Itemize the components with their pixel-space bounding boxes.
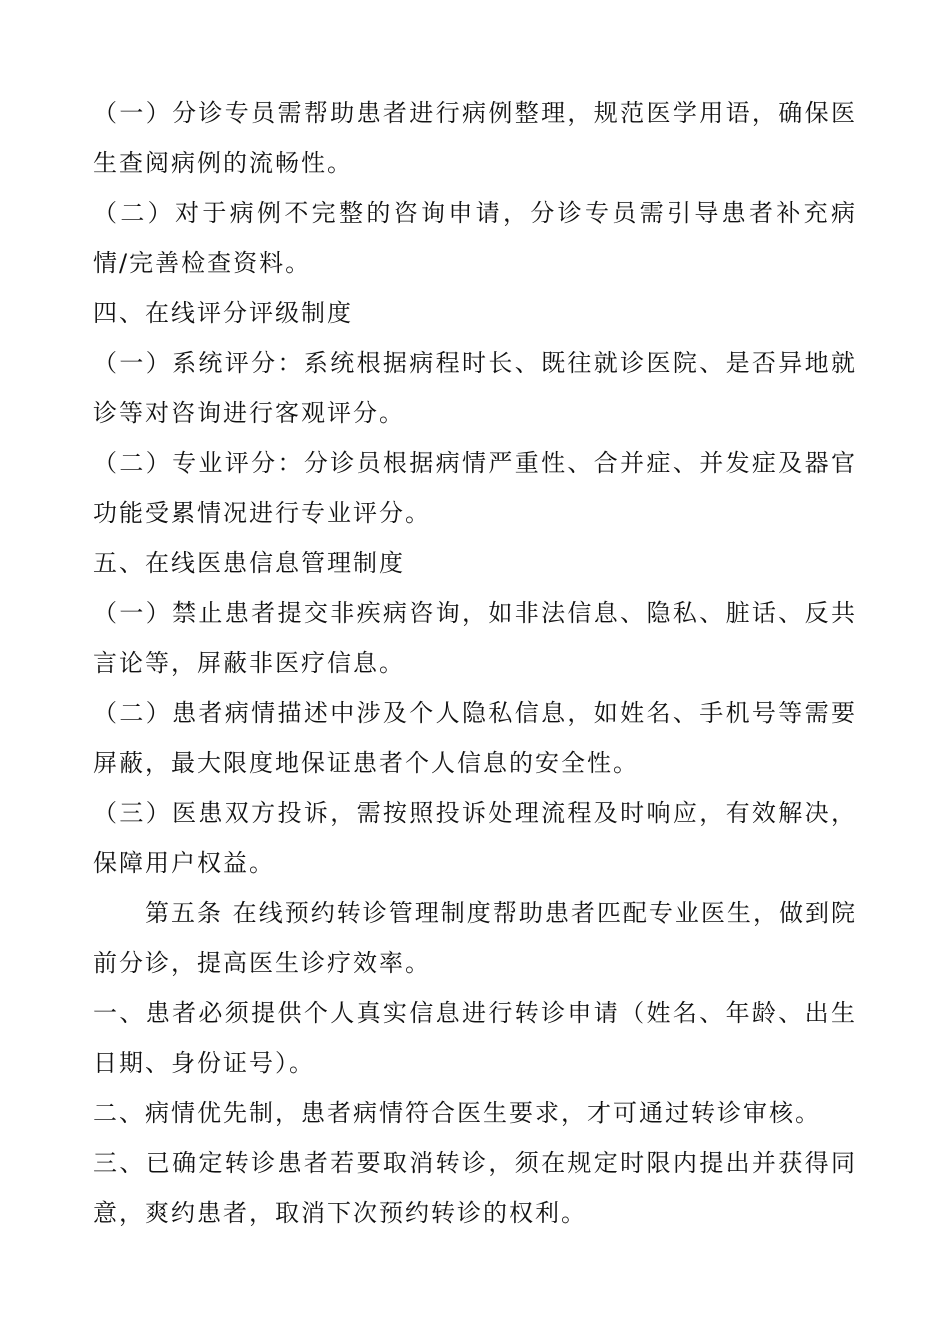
article-5-item-2: 二、病情优先制，患者病情符合医生要求，才可通过转诊审核。 [93, 1099, 821, 1127]
paragraph-4-1: （一）系统评分：系统根据病程时长、既往就诊医院、是否异地就诊等对咨询进行客观评分。 [93, 349, 857, 427]
section-heading-5: 五、在线医患信息管理制度 [93, 549, 405, 577]
section-heading-4: 四、在线评分评级制度 [93, 299, 353, 327]
article-5-item-1: 一、患者必须提供个人真实信息进行转诊申请（姓名、年龄、出生日期、身份证号）。 [93, 999, 857, 1077]
paragraph-1-2: （二）对于病例不完整的咨询申请，分诊专员需引导患者补充病情/完善检查资料。 [93, 199, 857, 277]
paragraph-5-1: （一）禁止患者提交非疾病咨询，如非法信息、隐私、脏话、反共言论等，屏蔽非医疗信息。 [93, 599, 857, 677]
paragraph-4-2: （二）专业评分：分诊员根据病情严重性、合并症、并发症及器官功能受累情况进行专业评分。 [93, 449, 857, 527]
paragraph-5-2: （二）患者病情描述中涉及个人隐私信息，如姓名、手机号等需要屏蔽，最大限度地保证患者个人信息的安全性。 [93, 699, 857, 777]
article-5-item-3: 三、已确定转诊患者若要取消转诊，须在规定时限内提出并获得同意，爽约患者，取消下次预约转诊的权利。 [93, 1149, 857, 1227]
paragraph-1-1: （一）分诊专员需帮助患者进行病例整理，规范医学用语，确保医生查阅病例的流畅性。 [93, 99, 857, 177]
paragraph-5-3: （三）医患双方投诉，需按照投诉处理流程及时响应，有效解决，保障用户权益。 [93, 799, 857, 877]
article-5: 第五条 在线预约转诊管理制度帮助患者匹配专业医生，做到院前分诊，提高医生诊疗效率。 [93, 899, 857, 977]
document-body [93, 88, 857, 1238]
